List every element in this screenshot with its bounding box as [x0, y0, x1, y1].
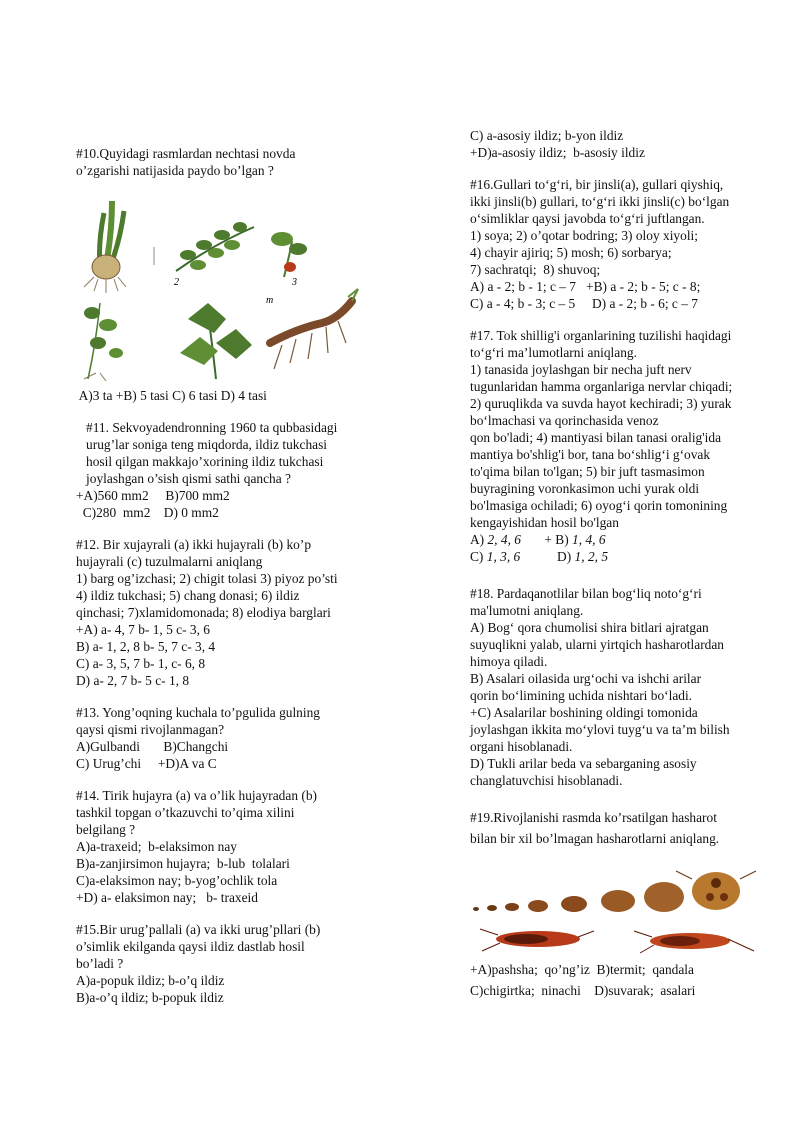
q17-option-label: D) — [520, 549, 575, 564]
broad-leaf-plant-image — [180, 303, 252, 379]
q17-line: tugunlaridan hamma organlariga nervlar chiqadi; — [470, 379, 733, 394]
q11-line: joylashgan o’sish qismi sathi qancha ? — [76, 471, 291, 486]
q17-line: qon bo'ladi; 4) mantiyasi bilan tanasi oralig'ida — [470, 430, 722, 445]
q18-line: suyuqlikni yalab, ularni yirtqich hasharotlardan — [470, 637, 724, 652]
q17-option-label: A) — [470, 532, 488, 547]
q17-line: bo‘lmachasi va qorinchasida venoz — [470, 413, 659, 428]
q12-line: 1) barg og’izchasi; 2) chigit tolasi 3) piyoz po’sti — [76, 571, 338, 586]
figure-label: 3 — [292, 277, 297, 288]
pinnate-leaf-image — [176, 222, 254, 271]
q19-answer-line: C)chigirtka; ninachi D)suvarak; asalari — [470, 983, 696, 998]
q17-line: buyragining voronkasimon uchi yurak oldi — [470, 481, 700, 496]
q10-line: o’zgarishi natijasida paydo bo’lgan ? — [76, 163, 274, 178]
q16-line: A) a - 2; b - 1; c – 7 +B) a - 2; b - 5; c - 8; — [470, 279, 701, 294]
q17-option-value: 2, 4, 6 — [487, 532, 521, 547]
q17-answer-row — [470, 548, 770, 565]
q18-line: B) Asalari oilasida urg‘ochi va ishchi arilar — [470, 671, 702, 686]
bulb-plant-image — [84, 201, 126, 293]
question-16 — [470, 176, 770, 312]
q10-answers: A)3 ta +B) 5 tasi C) 6 tasi D) 4 tasi — [76, 388, 267, 403]
q11-line: +A)560 mm2 B)700 mm2 — [76, 488, 230, 503]
question-11 — [76, 419, 396, 521]
q17-option-value: 1, 4, 6 — [572, 532, 606, 547]
q17-line: to'qima bilan to'lgan; 5) bir juft tasmasimon — [470, 464, 705, 479]
adult-cockroach-left — [480, 929, 594, 951]
q12-line: 4) ildiz tukchasi; 5) chang donasi; 6) ildiz — [76, 588, 300, 603]
q17-line: 2) quruqlikda va suvda hayot kechiradi; 3) yurak — [470, 396, 732, 411]
q15-line: o’simlik ekilganda qaysi ildiz dastlab hosil — [76, 939, 305, 954]
q11-line: #11. Sekvoyadendronning 1960 ta qubbasidagi — [76, 420, 338, 435]
q19-answer-line: +A)pashsha; qo’ng’iz B)termit; qandala — [470, 962, 694, 977]
q14-line: tashkil topgan o’tkazuvchi to’qima xilini — [76, 805, 295, 820]
q14-line: #14. Tirik hujayra (a) va o’lik hujayradan (b) — [76, 788, 317, 803]
q17-line: mantiya bo'shlig'i bor, tana bo‘shlig‘i g‘ovak — [470, 447, 711, 462]
question-15 — [76, 921, 396, 1006]
q16-line: #16.Gullari to‘g‘ri, bir jinsli(a), gullari qiyshiq, — [470, 177, 724, 192]
q19-line: bilan bir xil bo’lmagan hasharotlarni aniqlang. — [470, 831, 720, 846]
q17-line: to‘g‘ri ma’lumotlarni aniqlang. — [470, 345, 637, 360]
q13-line: qaysi qismi rivojlanmagan? — [76, 722, 225, 737]
sprout-image — [271, 232, 307, 277]
q18-line: D) Tukli arilar beda va sebarganing asosiy — [470, 756, 697, 771]
q15-line: +D)a-asosiy ildiz; b-asosiy ildiz — [470, 145, 645, 160]
q17-line: #17. Tok shillig'i organlarining tuzilishi haqidagi — [470, 328, 732, 343]
question-14 — [76, 787, 396, 906]
nymph-stages — [473, 871, 756, 912]
q16-line: C) a - 4; b - 3; c – 5 D) a - 2; b - 6; c – 7 — [470, 296, 698, 311]
q16-line: 1) soya; 2) o’qotar bodring; 3) oloy xiyoli; — [470, 228, 698, 243]
q15-line: #15.Bir urug’pallali (a) va ikki urug’pllari (b) — [76, 922, 321, 937]
q17-option-value: 1, 3, 6 — [486, 549, 521, 564]
q17-answer-row — [470, 531, 770, 548]
adult-cockroach-right — [634, 931, 754, 953]
q15-line: C) a-asosiy ildiz; b-yon ildiz — [470, 128, 624, 143]
q16-line: ikki jinsli(b) gullari, to‘g‘ri ikki jinsli(c) bo‘lgan — [470, 194, 730, 209]
q12-line: hujayrali (c) tuzulmalarni aniqlang — [76, 554, 263, 569]
left-column — [76, 145, 396, 1006]
q17-option-value: 1, 2, 5 — [574, 549, 609, 564]
question-10 — [76, 145, 396, 179]
q18-line: +C) Asalarilar boshining oldingi tomonida — [470, 705, 698, 720]
q10-plant-figure — [76, 193, 396, 381]
q19-insect-figure — [470, 869, 770, 957]
q17-line: kengayishidan hosil bo'lgan — [470, 515, 619, 530]
question-19 — [470, 809, 770, 847]
q12-line: D) a- 2, 7 b- 5 c- 1, 8 — [76, 673, 190, 688]
q15-line: bo’ladi ? — [76, 956, 124, 971]
q18-line: joylashgan ikkita mo‘ylovi tuyg‘u va ta’m bilish — [470, 722, 730, 737]
q15-line: A)a-popuk ildiz; b-o’q ildiz — [76, 973, 225, 988]
q19-line: #19.Rivojlanishi rasmda ko’rsatilgan hasharot — [470, 810, 717, 825]
q13-line: A)Gulbandi B)Changchi — [76, 739, 229, 754]
figure-label: m — [266, 295, 274, 306]
figure-label: 2 — [174, 277, 179, 288]
q17-option-label: + B) — [520, 532, 573, 547]
question-12 — [76, 536, 396, 689]
q13-line: #13. Yong’oqning kuchala to’pgulida gulning — [76, 705, 320, 720]
question-13 — [76, 704, 396, 772]
q17-option-label: C) — [470, 549, 487, 564]
q14-line: B)a-zanjirsimon hujayra; b-lub tolalari — [76, 856, 290, 871]
question-17 — [470, 327, 770, 565]
q17-line: 1) tanasida joylashgan bir necha juft nerv — [470, 362, 692, 377]
q12-line: #12. Bir xujayrali (a) ikki hujayrali (b) ko’p — [76, 537, 312, 552]
q19-answers — [470, 959, 770, 1001]
q17-line: bo'lmasiga ochiladi; 6) oyog‘i qorin tomonining — [470, 498, 728, 513]
question-18 — [470, 585, 770, 789]
q18-line: #18. Pardaqanotlilar bilan bog‘liq noto‘g‘ri — [470, 586, 702, 601]
q18-line: qorin bo‘limining uchida nishtari bo‘ladi. — [470, 688, 693, 703]
runner-plant-image — [84, 303, 123, 381]
q11-line: hosil qilgan makkajo’xorining ildiz tukchasi — [76, 454, 324, 469]
q10-line: #10.Quyidagi rasmlardan nechtasi novda — [76, 146, 296, 161]
q13-line: C) Urug’chi +D)A va C — [76, 756, 217, 771]
q12-line: C) a- 3, 5, 7 b- 1, c- 6, 8 — [76, 656, 206, 671]
q14-line: A)a-traxeid; b-elaksimon nay — [76, 839, 238, 854]
cockroach-development-image — [470, 869, 760, 957]
right-column — [470, 127, 770, 1001]
q18-line: organi hisoblanadi. — [470, 739, 573, 754]
q12-line: B) a- 1, 2, 8 b- 5, 7 c- 3, 4 — [76, 639, 216, 654]
q18-line: A) Bog‘ qora chumolisi shira bitlari ajratgan — [470, 620, 709, 635]
q18-line: himoya qiladi. — [470, 654, 548, 669]
rhizome-image — [270, 289, 358, 369]
q12-line: qinchasi; 7)xlamidomonada; 8) elodiya barglari — [76, 605, 331, 620]
q12-line: +A) a- 4, 7 b- 1, 5 c- 3, 6 — [76, 622, 210, 637]
q18-line: changlatuvchisi hisoblanadi. — [470, 773, 623, 788]
question-15-continued — [470, 127, 770, 161]
q14-line: C)a-elaksimon nay; b-yog’ochlik tola — [76, 873, 278, 888]
q15-line: B)a-o’q ildiz; b-popuk ildiz — [76, 990, 224, 1005]
q11-line: C)280 mm2 D) 0 mm2 — [76, 505, 219, 520]
q16-line: o‘simliklar qaysi javobda to‘g‘ri juftlangan. — [470, 211, 705, 226]
q11-line: urug’lar soniga teng miqdorda, ildiz tukchasi — [76, 437, 328, 452]
q14-line: +D) a- elaksimon nay; b- traxeid — [76, 890, 258, 905]
plant-drawings — [76, 193, 360, 381]
q18-line: ma'lumotni aniqlang. — [470, 603, 584, 618]
q16-line: 7) sachratqi; 8) shuvoq; — [470, 262, 601, 277]
q14-line: belgilang ? — [76, 822, 136, 837]
q16-line: 4) chayir ajiriq; 5) mosh; 6) sorbarya; — [470, 245, 672, 260]
